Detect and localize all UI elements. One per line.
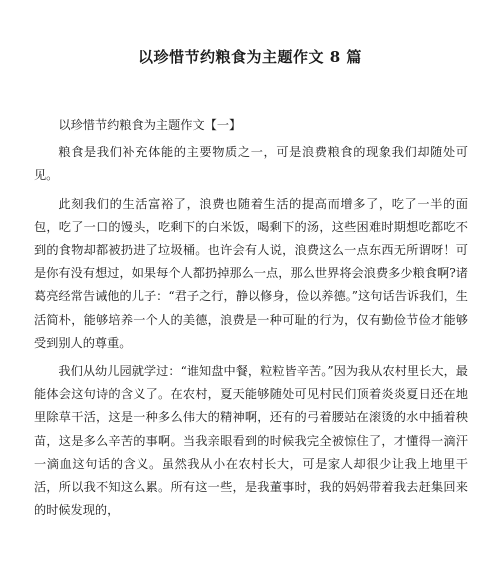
essay-subheading: 以珍惜节约粮食为主题作文【一】 [58,118,242,132]
paragraph: 我们从幼儿园就学过：“谁知盘中餐，粒粒皆辛苦。”因为我从农村里长大，最能体会这句诗的含义了。在农村，夏天能够随处可见村民们顶着炎炎夏日还在地里除草干活，这是一种多么伟大的精神啊，还有的弓着腰站在滚烫的水中插着秧苗，这是多么辛苦的事啊。当我亲眼看到的时候我完全被惊住了，才懂得一滴汗一滴血这句话的含义。虽然我从小在农村长大，可是家人却很少让我上地里干活，所以我不知这么累。所有这一些，是我董事时，我的妈妈带着我去赶集回来的时候发现的， [34,364,468,518]
paragraph: 此刻我们的生活富裕了，浪费也随着生活的提高而增多了，吃了一半的面包，吃了一口的馒头，吃剩下的白米饭，喝剩下的汤，这些困难时期想吃都吃不到的食物却都被扔进了垃圾桶。也许会有人说，浪费这么一点东西无所谓呀！可是你有没有想过，如果每个人都扔掉那么一点，那么世界将会浪费多少粮食啊?诸葛亮经常告诫他的儿子：“君子之行，静以修身，俭以养德。”这句话告诉我们，生活简朴，能够培养一个人的美德，浪费是一种可耻的行为，仅有勤俭节俭才能够受到别人的尊重。 [34,196,468,350]
document-title: 以珍惜节约粮食为主题作文 8 篇 [138,48,362,66]
paragraph: 粮食是我们补充体能的主要物质之一，可是浪费粮食的现象我们却随处可见。 [34,145,468,183]
document-body [34,114,468,527]
